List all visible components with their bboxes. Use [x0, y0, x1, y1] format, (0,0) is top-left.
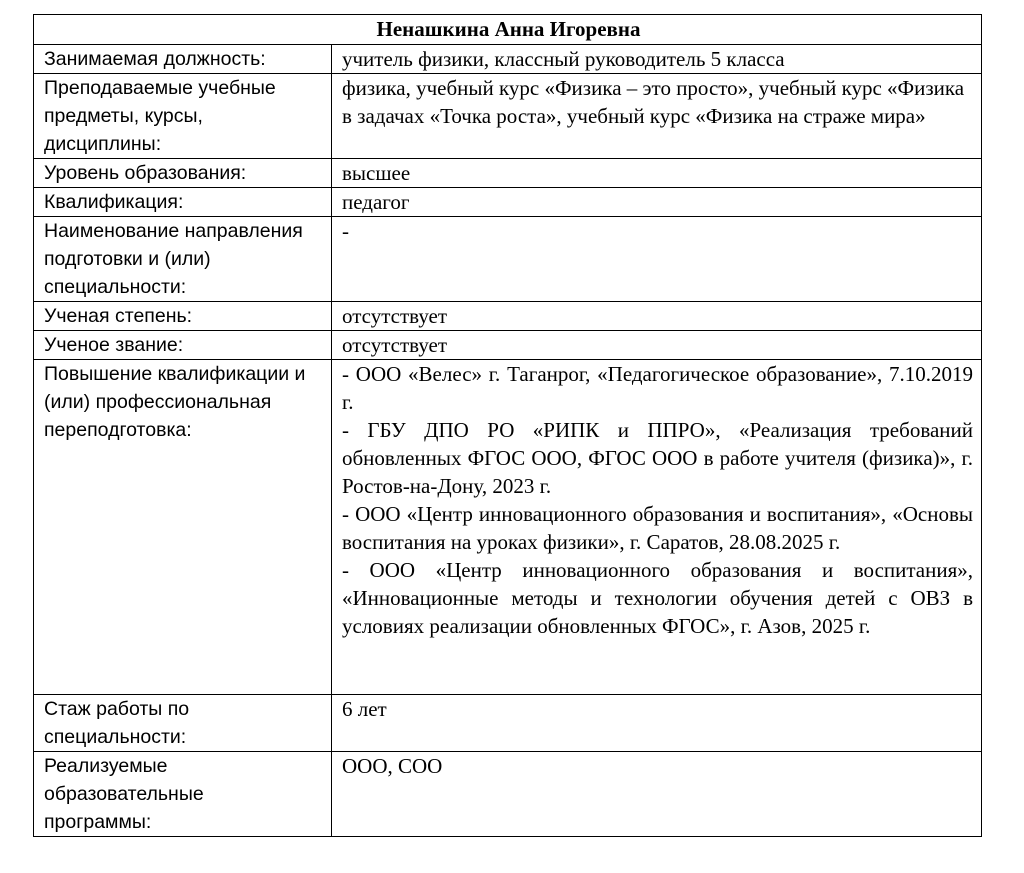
header-row — [34, 15, 982, 45]
position-value: учитель физики, классный руководитель 5 класса — [332, 45, 982, 74]
programs-label: Реализуемые образовательные программы: — [34, 752, 332, 837]
education-level-value: высшее — [332, 159, 982, 188]
specialty-label: Наименование направления подготовки и (или) специальности: — [34, 217, 332, 302]
training-item: - ООО «Центр инновационного образования и воспитания», «Инновационные методы и технологии обучения детей с ОВЗ в условиях реализации обновленных ФГОС», г. Азов, 2025 г. — [342, 558, 973, 638]
table-row-education-level — [34, 159, 982, 188]
training-item: - ООО «Велес» г. Таганрог, «Педагогическое образование», 7.10.2019 г. — [342, 362, 973, 414]
subjects-value: физика, учебный курс «Физика – это просто», учебный курс «Физика в задачах «Точка роста», учебный курс «Физика на страже мира» — [332, 74, 982, 159]
table-row-position — [34, 45, 982, 74]
training-item: - ГБУ ДПО РО «РИПК и ППРО», «Реализация требований обновленных ФГОС ООО, ФГОС ООО в работе учителя (физика)», г. Ростов-на-Дону, 2023 г. — [342, 418, 973, 498]
table-row-subjects — [34, 74, 982, 159]
subjects-label: Преподаваемые учебные предметы, курсы, дисциплины: — [34, 74, 332, 159]
experience-value: 6 лет — [332, 695, 982, 752]
table-row-degree — [34, 302, 982, 331]
degree-label: Ученая степень: — [34, 302, 332, 331]
training-value — [332, 360, 982, 695]
table-row-training — [34, 360, 982, 695]
table-row-specialty — [34, 217, 982, 302]
teacher-name: Ненашкина Анна Игоревна — [34, 15, 982, 45]
table-row-qualification — [34, 188, 982, 217]
table-row-title — [34, 331, 982, 360]
position-label: Занимаемая должность: — [34, 45, 332, 74]
degree-value: отсутствует — [332, 302, 982, 331]
experience-label: Стаж работы по специальности: — [34, 695, 332, 752]
teacher-info-table — [33, 14, 982, 837]
programs-value: ООО, СОО — [332, 752, 982, 837]
training-item: - ООО «Центр инновационного образования и воспитания», «Основы воспитания на уроках физики», г. Саратов, 28.08.2025 г. — [342, 502, 973, 554]
specialty-value: - — [332, 217, 982, 302]
title-label: Ученое звание: — [34, 331, 332, 360]
title-value: отсутствует — [332, 331, 982, 360]
table-row-programs — [34, 752, 982, 837]
qualification-label: Квалификация: — [34, 188, 332, 217]
qualification-value: педагог — [332, 188, 982, 217]
education-level-label: Уровень образования: — [34, 159, 332, 188]
training-label: Повышение квалификации и (или) профессиональная переподготовка: — [34, 360, 332, 695]
table-row-experience — [34, 695, 982, 752]
